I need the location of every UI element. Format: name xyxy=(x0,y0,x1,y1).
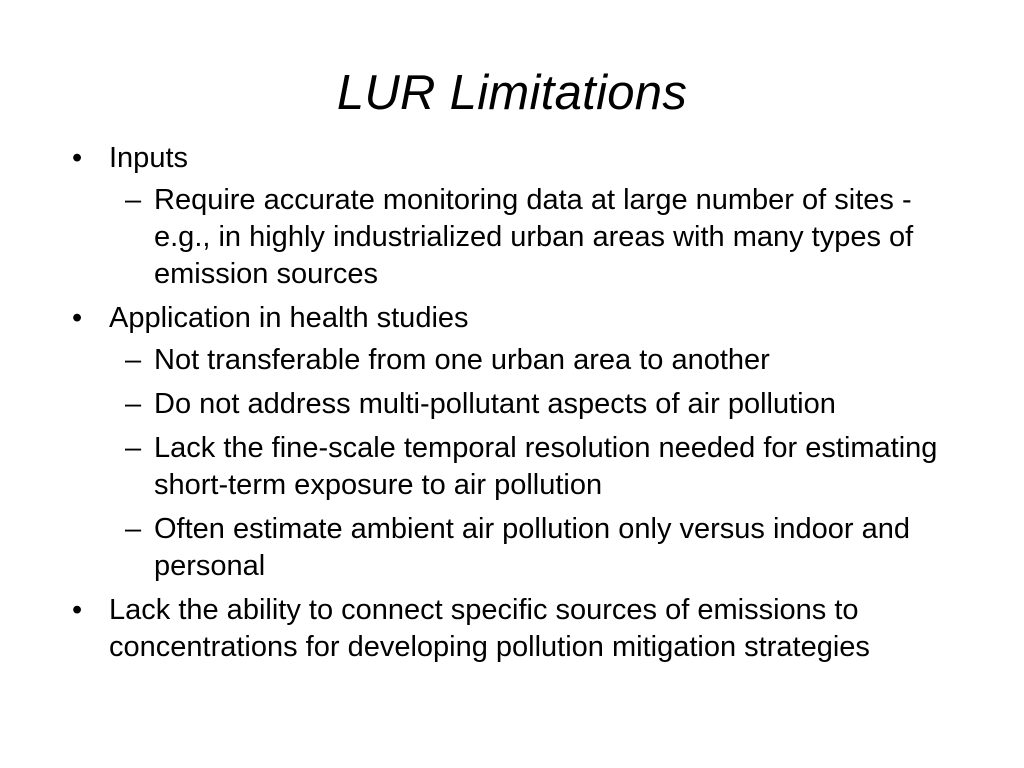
sub-bullet-item xyxy=(125,342,972,379)
bullet-list xyxy=(72,140,972,666)
sub-bullet-marker: – xyxy=(125,344,142,376)
bullet-text: Inputs xyxy=(109,142,188,174)
sub-bullet-item xyxy=(125,511,972,585)
bullet-text: Application in health studies xyxy=(109,302,469,334)
sub-bullet-item xyxy=(125,386,972,423)
bullet-item xyxy=(72,140,972,177)
slide-title: LUR Limitations xyxy=(336,66,688,120)
bullet-item xyxy=(72,300,972,337)
bullet-text: Lack the ability to connect specific sources of emissions to concentrations for developing pollution mitigation strategies xyxy=(109,594,870,663)
sub-bullet-marker: – xyxy=(125,388,142,420)
sub-bullet-marker: – xyxy=(125,432,142,464)
sub-bullet-item xyxy=(125,430,972,504)
sub-bullet-item xyxy=(125,182,972,293)
sub-bullet-text: Lack the fine-scale temporal resolution needed for estimating short-term exposure to air pollution xyxy=(154,432,938,501)
sub-bullet-text: Require accurate monitoring data at large number of sites - e.g., in highly industrialized urban areas with many types of emission sources xyxy=(154,184,914,290)
bullet-item xyxy=(72,592,972,666)
sub-bullet-marker: – xyxy=(125,513,142,545)
sub-bullet-marker: – xyxy=(125,184,142,216)
bullet-marker: • xyxy=(72,142,83,174)
bullet-marker: • xyxy=(72,594,83,626)
sub-bullet-text: Not transferable from one urban area to another xyxy=(154,344,770,376)
sub-bullet-text: Do not address multi-pollutant aspects of air pollution xyxy=(154,388,836,420)
sub-bullet-text: Often estimate ambient air pollution only versus indoor and personal xyxy=(154,513,911,582)
bullet-marker: • xyxy=(72,302,83,334)
